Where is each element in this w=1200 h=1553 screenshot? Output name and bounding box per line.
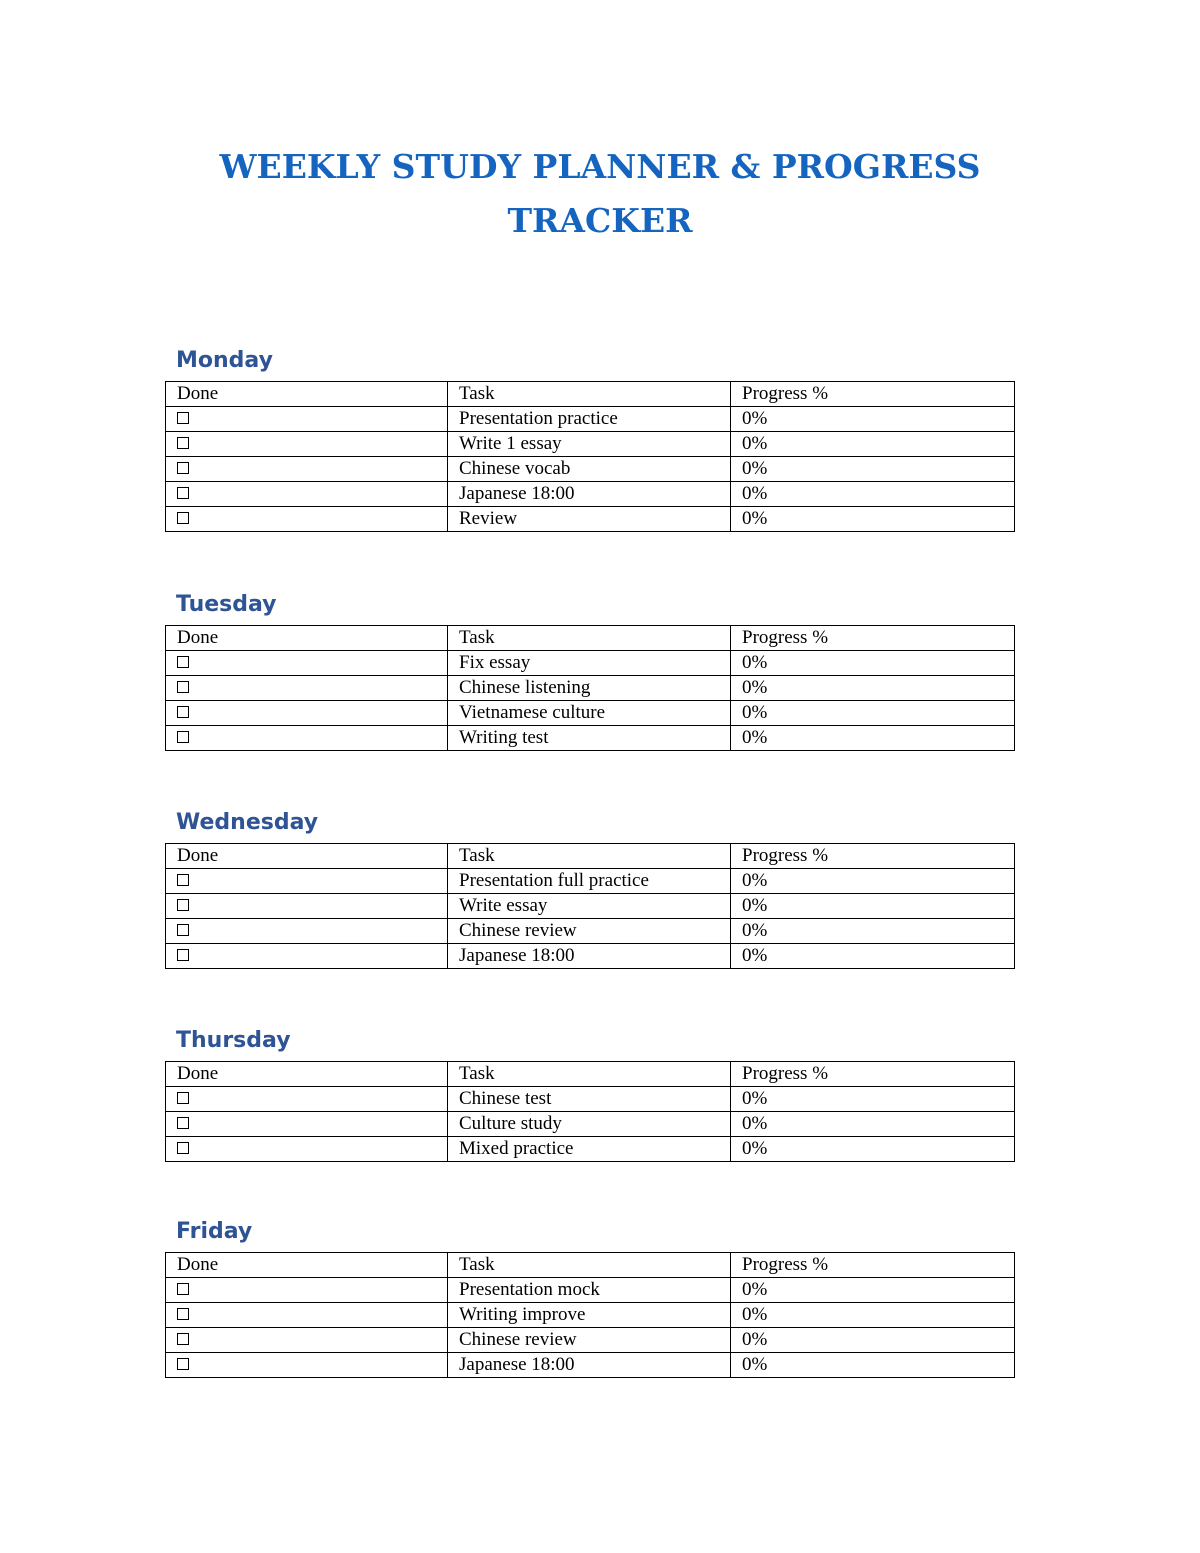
table-row [166,1353,1015,1378]
progress-cell[interactable]: 0% [731,1137,1015,1162]
checkbox-icon[interactable] [177,924,189,936]
done-cell[interactable] [166,1112,448,1137]
checkbox-icon[interactable] [177,1283,189,1295]
task-table [165,625,1015,751]
progress-cell[interactable]: 0% [731,457,1015,482]
done-cell[interactable] [166,701,448,726]
table-row [166,944,1015,969]
day-section-friday [165,1212,1014,1378]
task-cell[interactable]: Presentation full practice [448,869,731,894]
done-cell[interactable] [166,507,448,532]
table-row [166,726,1015,751]
checkbox-icon[interactable] [177,1308,189,1320]
progress-cell[interactable]: 0% [731,726,1015,751]
done-cell[interactable] [166,407,448,432]
table-row [166,1087,1015,1112]
done-cell[interactable] [166,482,448,507]
progress-cell[interactable]: 0% [731,894,1015,919]
task-cell[interactable]: Chinese vocab [448,457,731,482]
document-title-line2: TRACKER [507,201,693,240]
checkbox-icon[interactable] [177,1117,189,1129]
task-cell[interactable]: Chinese listening [448,676,731,701]
table-row [166,869,1015,894]
table-row [166,701,1015,726]
column-header-task: Task [448,1062,731,1087]
table-row [166,919,1015,944]
checkbox-icon[interactable] [177,1333,189,1345]
done-cell[interactable] [166,869,448,894]
task-table [165,381,1015,532]
progress-cell[interactable]: 0% [731,1112,1015,1137]
column-header-done: Done [166,1253,448,1278]
column-header-done: Done [166,844,448,869]
document-title [0,140,1200,248]
column-header-progress: Progress % [731,1062,1015,1087]
day-heading: Thursday [176,1028,291,1053]
checkbox-icon[interactable] [177,731,189,743]
task-cell[interactable]: Write essay [448,894,731,919]
day-section-monday [165,341,1014,532]
document-title-line1: WEEKLY STUDY PLANNER & PROGRESS [219,147,981,186]
checkbox-icon[interactable] [177,512,189,524]
progress-cell[interactable]: 0% [731,676,1015,701]
done-cell[interactable] [166,919,448,944]
table-row [166,1137,1015,1162]
column-header-task: Task [448,382,731,407]
column-header-task: Task [448,626,731,651]
day-section-tuesday [165,585,1014,751]
checkbox-icon[interactable] [177,874,189,886]
task-cell[interactable]: Japanese 18:00 [448,1353,731,1378]
table-header-row [166,382,1015,407]
day-section-wednesday [165,803,1014,969]
done-cell[interactable] [166,894,448,919]
progress-cell[interactable]: 0% [731,507,1015,532]
table-row [166,407,1015,432]
done-cell[interactable] [166,1353,448,1378]
table-row [166,1278,1015,1303]
task-cell[interactable]: Review [448,507,731,532]
task-cell[interactable]: Chinese review [448,1328,731,1353]
column-header-done: Done [166,1062,448,1087]
column-header-progress: Progress % [731,382,1015,407]
task-cell[interactable]: Presentation practice [448,407,731,432]
progress-cell[interactable]: 0% [731,944,1015,969]
done-cell[interactable] [166,651,448,676]
done-cell[interactable] [166,1303,448,1328]
progress-cell[interactable]: 0% [731,482,1015,507]
checkbox-icon[interactable] [177,487,189,499]
column-header-done: Done [166,626,448,651]
checkbox-icon[interactable] [177,1142,189,1154]
checkbox-icon[interactable] [177,949,189,961]
table-row [166,507,1015,532]
checkbox-icon[interactable] [177,437,189,449]
task-cell[interactable]: Chinese review [448,919,731,944]
column-header-progress: Progress % [731,844,1015,869]
column-header-task: Task [448,844,731,869]
day-heading: Monday [176,348,273,373]
checkbox-icon[interactable] [177,656,189,668]
done-cell[interactable] [166,1137,448,1162]
progress-cell[interactable]: 0% [731,1303,1015,1328]
task-cell[interactable]: Vietnamese culture [448,701,731,726]
task-cell[interactable]: Write 1 essay [448,432,731,457]
task-cell[interactable]: Japanese 18:00 [448,482,731,507]
progress-cell[interactable]: 0% [731,432,1015,457]
progress-cell[interactable]: 0% [731,651,1015,676]
task-cell[interactable]: Presentation mock [448,1278,731,1303]
day-section-thursday [165,1021,1014,1162]
column-header-progress: Progress % [731,626,1015,651]
table-header-row [166,1062,1015,1087]
task-table [165,843,1015,969]
column-header-done: Done [166,382,448,407]
checkbox-icon[interactable] [177,899,189,911]
checkbox-icon[interactable] [177,412,189,424]
done-cell[interactable] [166,944,448,969]
table-row [166,1303,1015,1328]
progress-cell[interactable]: 0% [731,1328,1015,1353]
progress-cell[interactable]: 0% [731,919,1015,944]
done-cell[interactable] [166,1278,448,1303]
task-table [165,1252,1015,1378]
task-cell[interactable]: Writing improve [448,1303,731,1328]
checkbox-icon[interactable] [177,1358,189,1370]
done-cell[interactable] [166,676,448,701]
progress-cell[interactable]: 0% [731,869,1015,894]
table-header-row [166,1253,1015,1278]
table-row [166,1112,1015,1137]
table-row [166,457,1015,482]
progress-cell[interactable]: 0% [731,1278,1015,1303]
progress-cell[interactable]: 0% [731,407,1015,432]
task-cell[interactable]: Writing test [448,726,731,751]
done-cell[interactable] [166,1328,448,1353]
progress-cell[interactable]: 0% [731,1353,1015,1378]
task-cell[interactable]: Culture study [448,1112,731,1137]
progress-cell[interactable]: 0% [731,701,1015,726]
column-header-progress: Progress % [731,1253,1015,1278]
done-cell[interactable] [166,726,448,751]
column-header-task: Task [448,1253,731,1278]
done-cell[interactable] [166,457,448,482]
checkbox-icon[interactable] [177,1092,189,1104]
day-heading: Tuesday [176,592,277,617]
progress-cell[interactable]: 0% [731,1087,1015,1112]
done-cell[interactable] [166,432,448,457]
table-header-row [166,844,1015,869]
checkbox-icon[interactable] [177,706,189,718]
table-header-row [166,626,1015,651]
table-row [166,432,1015,457]
task-cell[interactable]: Mixed practice [448,1137,731,1162]
table-row [166,676,1015,701]
table-row [166,894,1015,919]
task-cell[interactable]: Fix essay [448,651,731,676]
task-table [165,1061,1015,1162]
checkbox-icon[interactable] [177,681,189,693]
checkbox-icon[interactable] [177,462,189,474]
table-row [166,1328,1015,1353]
table-row [166,482,1015,507]
task-cell[interactable]: Chinese test [448,1087,731,1112]
done-cell[interactable] [166,1087,448,1112]
table-row [166,651,1015,676]
task-cell[interactable]: Japanese 18:00 [448,944,731,969]
day-heading: Friday [176,1219,253,1244]
day-heading: Wednesday [176,810,319,835]
